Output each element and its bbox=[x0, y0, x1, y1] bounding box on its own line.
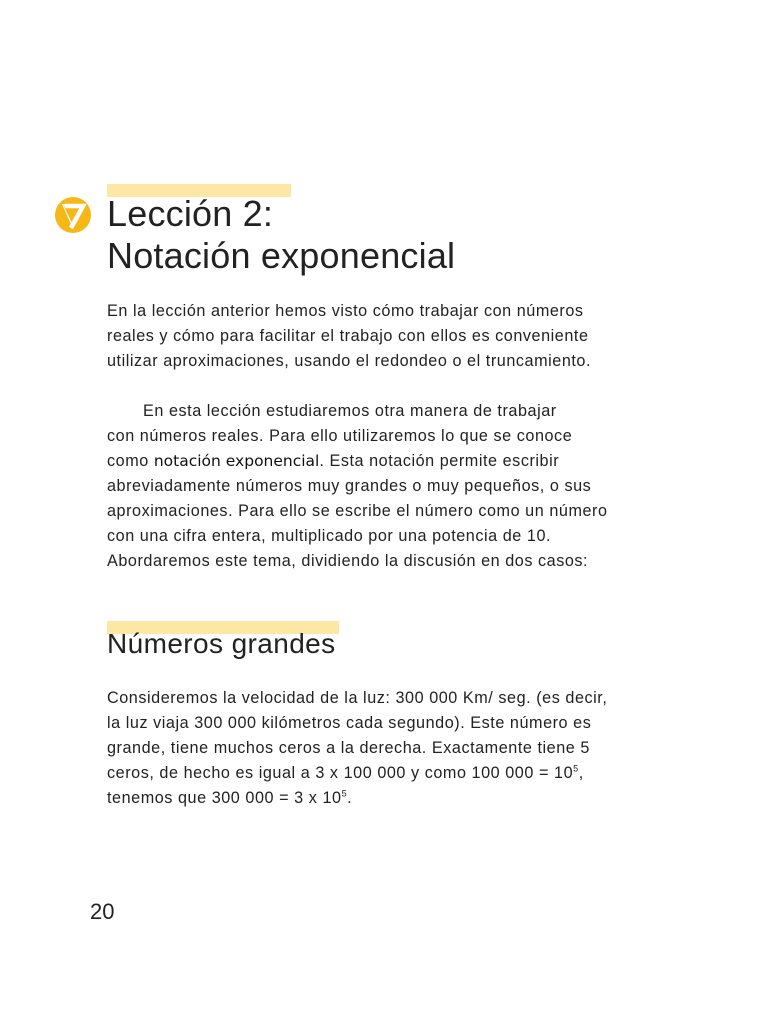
text-fragment: , bbox=[578, 764, 584, 782]
exponent: 5 bbox=[573, 763, 579, 774]
lesson-title bbox=[107, 193, 455, 277]
lesson-title-line-2: Notación exponencial bbox=[107, 235, 456, 276]
paragraph-line: abreviadamente números muy grandes o muy pequeños, o sus bbox=[107, 477, 592, 495]
paragraph-line: con números reales. Para ello utilizaremos lo que se conoce bbox=[107, 427, 573, 445]
paragraph-line: Abordaremos este tema, dividiendo la discusión en dos casos: bbox=[107, 552, 589, 570]
paragraph-line: En la lección anterior hemos visto cómo trabajar con números bbox=[107, 302, 584, 320]
paragraph-line: Consideremos la velocidad de la luz: 300 000 Km/ seg. (es decir, bbox=[107, 689, 608, 707]
text-fragment: . bbox=[347, 789, 353, 807]
text-fragment: como bbox=[107, 452, 154, 470]
paragraph-line: reales y cómo para facilitar el trabajo con ellos es conveniente bbox=[107, 327, 589, 345]
paragraph-line: la luz viaja 300 000 kilómetros cada segundo). Este número es bbox=[107, 714, 592, 732]
paragraph-line: En esta lección estudiaremos otra manera de trabajar bbox=[143, 402, 557, 420]
text-fragment: . Esta notación permite escribir bbox=[319, 452, 560, 470]
paragraph-line: con una cifra entera, multiplicado por una potencia de 10. bbox=[107, 527, 552, 545]
intro-paragraph bbox=[107, 299, 647, 374]
paragraph-line: aproximaciones. Para ello se escribe el número como un número bbox=[107, 502, 608, 520]
lesson-number-seven-icon bbox=[54, 196, 92, 234]
paragraph-line bbox=[107, 449, 647, 474]
lesson-title-line-1: Lección 2: bbox=[107, 193, 274, 234]
page-number: 20 bbox=[90, 899, 115, 924]
large-numbers-paragraph bbox=[107, 686, 647, 811]
text-fragment: tenemos que 300 000 = 3 x 10 bbox=[107, 789, 342, 807]
emphasized-term: notación exponencial bbox=[153, 452, 320, 470]
paragraph-line: grande, tiene muchos ceros a la derecha. Exactamente tiene 5 bbox=[107, 739, 590, 757]
lesson-description-paragraph bbox=[107, 399, 647, 574]
paragraph-line bbox=[107, 786, 647, 811]
section-heading: Números grandes bbox=[107, 628, 336, 659]
text-fragment: ceros, de hecho es igual a 3 x 100 000 y como 100 000 = 10 bbox=[107, 764, 574, 782]
exponent: 5 bbox=[341, 788, 348, 799]
paragraph-line: utilizar aproximaciones, usando el redondeo o el truncamiento. bbox=[107, 352, 592, 370]
paragraph-line bbox=[107, 761, 647, 786]
